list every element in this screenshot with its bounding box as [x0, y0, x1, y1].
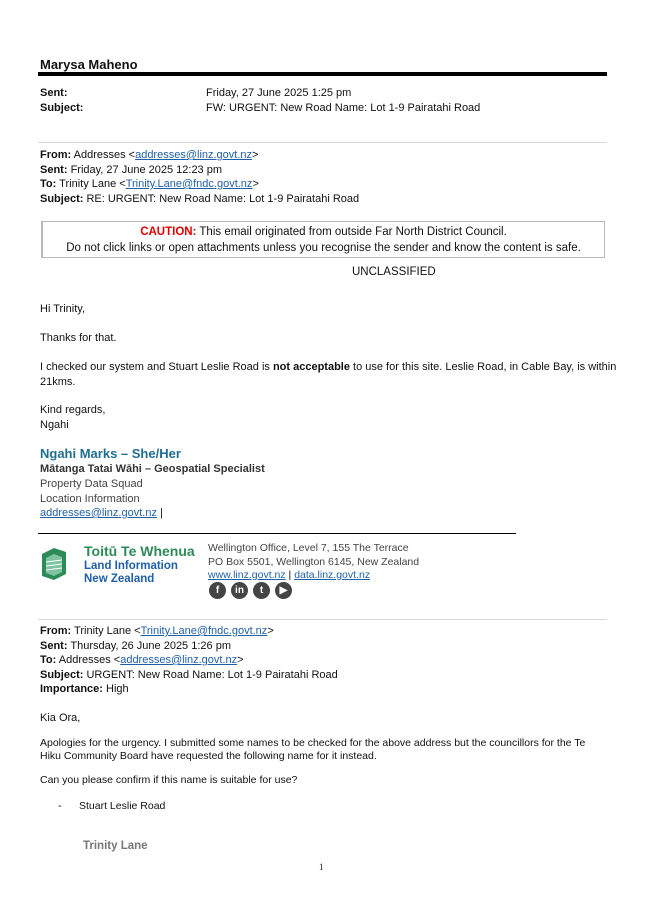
email2-sent: Sent: Thursday, 26 June 2025 1:26 pm [40, 640, 231, 652]
social-icons [209, 582, 297, 599]
signature-team: Property Data Squad [40, 478, 143, 490]
youtube-icon[interactable]: ▶ [275, 582, 292, 599]
logo-line1: Toitū Te Whenua [84, 543, 195, 559]
web-link-data[interactable]: data.linz.govt.nz [294, 569, 371, 581]
facebook-icon[interactable]: f [209, 582, 226, 599]
signature-divider [38, 533, 516, 534]
bullet-dash: - [58, 800, 62, 812]
sender-name: Marysa Maheno [40, 57, 138, 72]
email1-from: From: Addresses <addresses@linz.govt.nz> [40, 149, 259, 161]
signature-title: Mātanga Tatai Wāhi – Geospatial Specialist [40, 463, 265, 475]
regards-name: Ngahi [40, 419, 69, 431]
divider [38, 142, 607, 143]
email1-to-link[interactable]: Trinity.Lane@fndc.govt.nz [125, 178, 253, 190]
email2-from-link[interactable]: Trinity.Lane@fndc.govt.nz [140, 625, 268, 637]
email2-to: To: Addresses <addresses@linz.govt.nz> [40, 654, 244, 666]
body-line2: 21kms. [40, 376, 76, 388]
bullet-item: Stuart Leslie Road [79, 800, 166, 812]
email2-to-link[interactable]: addresses@linz.govt.nz [120, 654, 238, 666]
caution-banner: CAUTION: This email originated from outside Far North District Council. Do not click links or open attachments unless you recognise the sender and know the content is safe. [41, 221, 605, 258]
email2-subject: Subject: URGENT: New Road Name: Lot 1-9 Pairatahi Road [40, 669, 338, 681]
sent-value: Friday, 27 June 2025 1:25 pm [206, 87, 352, 99]
classification: UNCLASSIFIED [352, 266, 436, 278]
sent-label: Sent: [40, 87, 68, 99]
logo-line2: Land Information [84, 560, 178, 572]
linkedin-icon[interactable]: in [231, 582, 248, 599]
email2-importance: Importance: High [40, 683, 129, 695]
logo-line3: New Zealand [84, 573, 155, 585]
email2-para1-line2: Hiku Community Board have requested the following name for it instead. [40, 750, 377, 762]
email2-from: From: Trinity Lane <Trinity.Lane@fndc.govt.nz> [40, 625, 274, 637]
web-links: www.linz.govt.nz | data.linz.govt.nz [208, 569, 371, 581]
po-box: PO Box 5501, Wellington 6145, New Zealand [208, 556, 420, 568]
signature-email-row: addresses@linz.govt.nz | [40, 507, 163, 519]
linz-logo-icon [40, 544, 68, 582]
twitter-icon[interactable]: t [253, 582, 270, 599]
web-link-linz[interactable]: www.linz.govt.nz [208, 569, 286, 581]
signature-group: Location Information [40, 493, 140, 505]
header-divider [38, 72, 607, 76]
email1-from-link[interactable]: addresses@linz.govt.nz [135, 149, 253, 161]
email1-sent: Sent: Friday, 27 June 2025 12:23 pm [40, 164, 223, 176]
email1-to: To: Trinity Lane <Trinity.Lane@fndc.govt.nz> [40, 178, 259, 190]
subject-value: FW: URGENT: New Road Name: Lot 1-9 Pairatahi Road [206, 102, 481, 114]
body-line1: I checked our system and Stuart Leslie Road is not acceptable to use for this site. Leslie Road, in Cable Bay, is within [40, 361, 617, 373]
divider [38, 619, 607, 620]
email2-para1-line1: Apologies for the urgency. I submitted some names to be checked for the above address but the councillors for the Te [40, 737, 586, 749]
subject-label: Subject: [40, 102, 84, 114]
email2-signoff: Trinity Lane [83, 840, 148, 852]
greeting: Hi Trinity, [40, 303, 86, 315]
email1-subject: Subject: RE: URGENT: New Road Name: Lot 1-9 Pairatahi Road [40, 193, 360, 205]
regards: Kind regards, [40, 404, 106, 416]
caution-label: CAUTION: [140, 226, 197, 238]
signature-name: Ngahi Marks – She/Her [40, 446, 181, 461]
office-address: Wellington Office, Level 7, 155 The Terrace [208, 542, 409, 554]
thanks: Thanks for that. [40, 332, 117, 344]
signature-email-link[interactable]: addresses@linz.govt.nz [40, 507, 157, 519]
page-number: 1 [319, 862, 324, 872]
email2-greeting: Kia Ora, [40, 712, 81, 724]
email2-para2: Can you please confirm if this name is suitable for use? [40, 774, 298, 786]
